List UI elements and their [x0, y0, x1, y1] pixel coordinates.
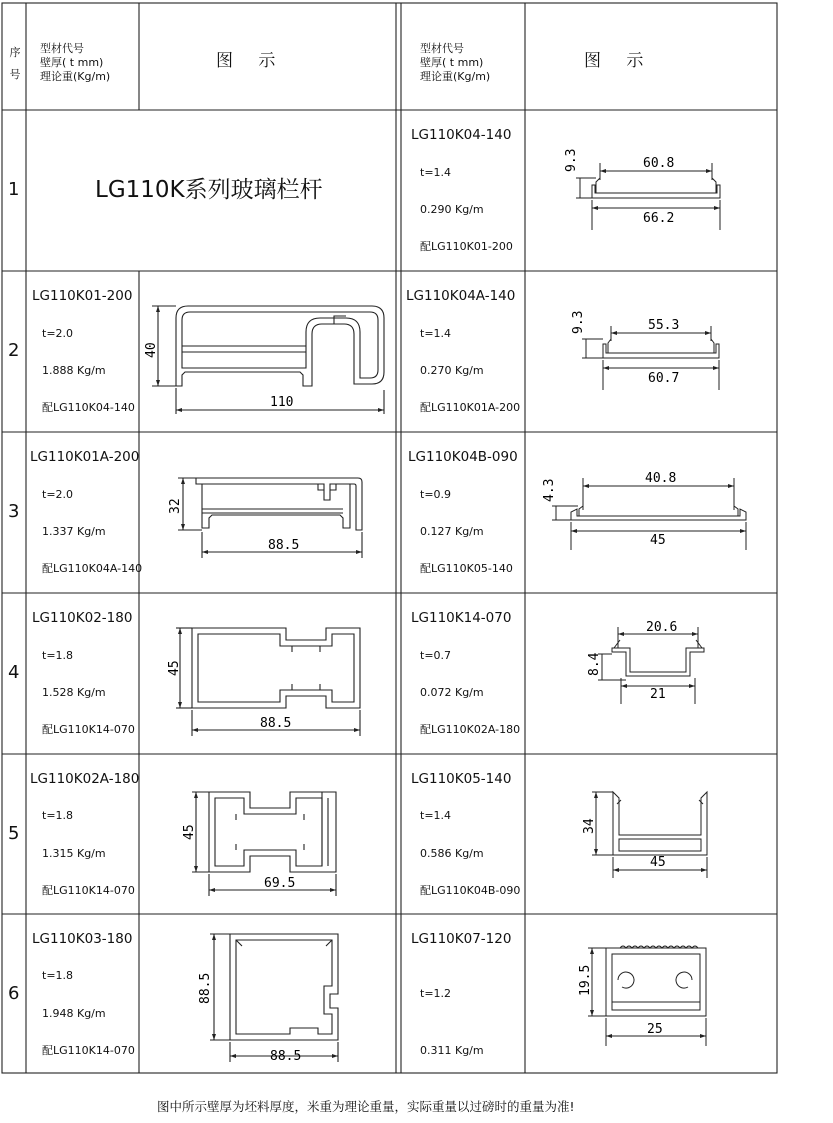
wall-thickness: t=1.8 [42, 809, 74, 822]
matching-profile: 配LG110K02A-180 [420, 723, 521, 736]
profile-drawing [140, 615, 395, 740]
header-left-code-label: 型材代号 [40, 42, 84, 55]
wall-thickness: t=1.4 [420, 166, 452, 179]
profile-drawing [140, 775, 395, 900]
matching-profile: 配LG110K14-070 [42, 1044, 135, 1057]
dimension-label: 32 [168, 498, 183, 514]
profile-drawing [140, 925, 395, 1065]
theoretical-weight: 1.888 Kg/m [42, 364, 106, 377]
dimension-label: 88.5 [268, 538, 300, 553]
row-number: 4 [8, 662, 20, 683]
wall-thickness: t=1.2 [420, 987, 452, 1000]
theoretical-weight: 1.528 Kg/m [42, 686, 106, 699]
dimension-label: 34 [582, 818, 597, 834]
theoretical-weight: 0.586 Kg/m [420, 847, 484, 860]
matching-profile: 配LG110K05-140 [420, 562, 513, 575]
profile-code: LG110K04A-140 [406, 288, 516, 304]
dimension-label: 88.5 [260, 716, 292, 731]
header-seq: 序号 [9, 46, 21, 81]
dimension-label: 19.5 [578, 964, 593, 996]
header-left-weight-label: 理论重(Kg/m) [40, 70, 111, 83]
header-right-figure: 图 示 [584, 51, 654, 71]
profile-drawing [560, 305, 740, 390]
row-number: 2 [8, 340, 20, 361]
profile-drawing [570, 935, 720, 1055]
header-right-weight-label: 理论重(Kg/m) [420, 70, 491, 83]
matching-profile: 配LG110K14-070 [42, 723, 135, 736]
dimension-label: 21 [650, 687, 666, 702]
dimension-label: 25 [647, 1022, 663, 1037]
dimension-label: 88.5 [270, 1049, 302, 1064]
matching-profile: 配LG110K04-140 [42, 401, 135, 414]
profile-drawing [140, 290, 395, 425]
profile-code: LG110K14-070 [411, 610, 512, 626]
theoretical-weight: 1.337 Kg/m [42, 525, 106, 538]
profile-code: LG110K07-120 [411, 931, 512, 947]
theoretical-weight: 0.290 Kg/m [420, 203, 484, 216]
dimension-label: 40 [144, 342, 159, 358]
profile-code: LG110K02A-180 [30, 771, 140, 787]
profile-drawing [560, 145, 740, 230]
theoretical-weight: 0.072 Kg/m [420, 686, 484, 699]
dimension-label: 69.5 [264, 876, 296, 891]
profile-code: LG110K01A-200 [30, 449, 140, 465]
dimension-label: 9.3 [571, 310, 586, 334]
wall-thickness: t=2.0 [42, 488, 74, 501]
row-number: 5 [8, 823, 20, 844]
dimension-label: 45 [650, 855, 666, 870]
dimension-label: 55.3 [648, 318, 680, 333]
matching-profile: 配LG110K04B-090 [420, 884, 521, 897]
dimension-label: 9.3 [564, 148, 579, 172]
dimension-label: 60.8 [643, 156, 675, 171]
header-left-thickness-label: 壁厚( t mm) [40, 56, 104, 69]
header-right-code-label: 型材代号 [420, 42, 464, 55]
wall-thickness: t=1.4 [420, 809, 452, 822]
profile-drawing [140, 465, 395, 565]
profile-drawing [575, 775, 725, 885]
matching-profile: 配LG110K01-200 [420, 240, 513, 253]
profile-code: LG110K05-140 [411, 771, 512, 787]
dimension-label: 110 [270, 395, 294, 410]
header-left-figure: 图 示 [216, 51, 286, 71]
dimension-label: 60.7 [648, 371, 680, 386]
row-number: 1 [8, 179, 20, 200]
wall-thickness: t=1.8 [42, 649, 74, 662]
dimension-label: 45 [167, 660, 182, 676]
profile-drawing [540, 465, 760, 555]
profile-code: LG110K04B-090 [408, 449, 518, 465]
theoretical-weight: 0.270 Kg/m [420, 364, 484, 377]
theoretical-weight: 1.948 Kg/m [42, 1007, 106, 1020]
profile-code: LG110K01-200 [32, 288, 133, 304]
dimension-label: 66.2 [643, 211, 675, 226]
profile-code: LG110K03-180 [32, 931, 133, 947]
dimension-label: 4.3 [542, 478, 557, 502]
theoretical-weight: 1.315 Kg/m [42, 847, 106, 860]
dimension-label: 40.8 [645, 471, 677, 486]
series-title: LG110K系列玻璃栏杆 [95, 177, 323, 203]
row-number: 6 [8, 983, 20, 1004]
row-number: 3 [8, 501, 20, 522]
header-right-thickness-label: 壁厚( t mm) [420, 56, 484, 69]
wall-thickness: t=1.8 [42, 969, 74, 982]
footer-note: 图中所示壁厚为坯料厚度，米重为理论重量，实际重量以过磅时的重量为准! [157, 1099, 575, 1114]
matching-profile: 配LG110K14-070 [42, 884, 135, 897]
dimension-label: 88.5 [198, 972, 213, 1004]
wall-thickness: t=0.9 [420, 488, 452, 501]
dimension-label: 45 [650, 533, 666, 548]
dimension-label: 20.6 [646, 620, 678, 635]
wall-thickness: t=2.0 [42, 327, 74, 340]
matching-profile: 配LG110K01A-200 [420, 401, 521, 414]
profile-code: LG110K04-140 [411, 127, 512, 143]
wall-thickness: t=1.4 [420, 327, 452, 340]
dimension-label: 45 [182, 824, 197, 840]
profile-code: LG110K02-180 [32, 610, 133, 626]
theoretical-weight: 0.127 Kg/m [420, 525, 484, 538]
matching-profile: 配LG110K04A-140 [42, 562, 143, 575]
profile-drawing [580, 615, 720, 705]
theoretical-weight: 0.311 Kg/m [420, 1044, 484, 1057]
wall-thickness: t=0.7 [420, 649, 452, 662]
dimension-label: 8.4 [587, 652, 602, 676]
